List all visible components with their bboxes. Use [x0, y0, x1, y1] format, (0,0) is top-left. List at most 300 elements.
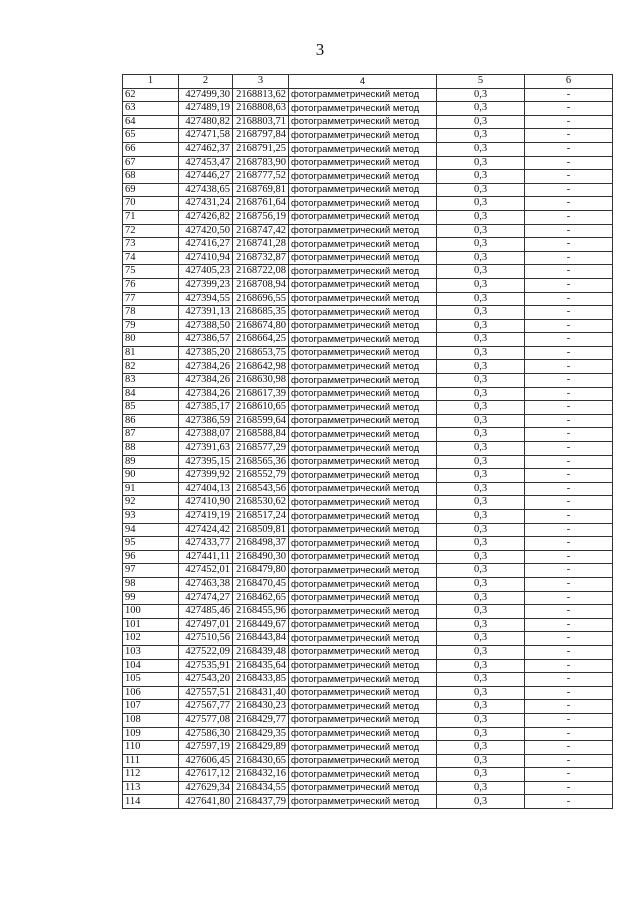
table-row — [123, 197, 613, 211]
x-coordinate-cell: 427405,23 — [179, 265, 233, 279]
accuracy-cell: 0,3 — [437, 469, 525, 483]
x-coordinate-cell: 427446,27 — [179, 170, 233, 184]
table-row — [123, 781, 613, 795]
method-cell: фотограмметрический метод — [289, 401, 437, 415]
header-col-3: 3 — [233, 75, 289, 89]
method-cell: фотограмметрический метод — [289, 768, 437, 782]
y-coordinate-cell: 2168588,84 — [233, 428, 289, 442]
header-col-2: 2 — [179, 75, 233, 89]
method-cell: фотограмметрический метод — [289, 496, 437, 510]
table-row — [123, 618, 613, 632]
y-coordinate-cell: 2168761,64 — [233, 197, 289, 211]
method-cell: фотограмметрический метод — [289, 523, 437, 537]
y-coordinate-cell: 2168808,63 — [233, 102, 289, 116]
method-cell: фотограмметрический метод — [289, 414, 437, 428]
x-coordinate-cell: 427384,26 — [179, 360, 233, 374]
method-cell: фотограмметрический метод — [289, 224, 437, 238]
y-coordinate-cell: 2168490,30 — [233, 550, 289, 564]
accuracy-cell: 0,3 — [437, 360, 525, 374]
x-coordinate-cell: 427384,26 — [179, 374, 233, 388]
table-row — [123, 251, 613, 265]
header-col-6: 6 — [525, 75, 613, 89]
method-cell: фотограмметрический метод — [289, 510, 437, 524]
table-row — [123, 360, 613, 374]
x-coordinate-cell: 427394,55 — [179, 292, 233, 306]
accuracy-cell: 0,3 — [437, 129, 525, 143]
point-number-cell: 81 — [123, 346, 179, 360]
point-number-cell: 88 — [123, 442, 179, 456]
x-coordinate-cell: 427384,26 — [179, 387, 233, 401]
description-cell: - — [525, 129, 613, 143]
x-coordinate-cell: 427386,57 — [179, 333, 233, 347]
y-coordinate-cell: 2168642,98 — [233, 360, 289, 374]
y-coordinate-cell: 2168732,87 — [233, 251, 289, 265]
method-cell: фотограмметрический метод — [289, 713, 437, 727]
y-coordinate-cell: 2168630,98 — [233, 374, 289, 388]
description-cell: - — [525, 278, 613, 292]
accuracy-cell: 0,3 — [437, 632, 525, 646]
x-coordinate-cell: 427399,23 — [179, 278, 233, 292]
accuracy-cell: 0,3 — [437, 550, 525, 564]
x-coordinate-cell: 427388,50 — [179, 319, 233, 333]
accuracy-cell: 0,3 — [437, 210, 525, 224]
description-cell: - — [525, 156, 613, 170]
table-row — [123, 224, 613, 238]
y-coordinate-cell: 2168813,62 — [233, 88, 289, 102]
accuracy-cell: 0,3 — [437, 224, 525, 238]
method-cell: фотограмметрический метод — [289, 183, 437, 197]
point-number-cell: 63 — [123, 102, 179, 116]
y-coordinate-cell: 2168552,79 — [233, 469, 289, 483]
y-coordinate-cell: 2168674,80 — [233, 319, 289, 333]
accuracy-cell: 0,3 — [437, 645, 525, 659]
point-number-cell: 64 — [123, 115, 179, 129]
description-cell: - — [525, 142, 613, 156]
accuracy-cell: 0,3 — [437, 442, 525, 456]
method-cell: фотограмметрический метод — [289, 795, 437, 809]
method-cell: фотограмметрический метод — [289, 142, 437, 156]
accuracy-cell: 0,3 — [437, 238, 525, 252]
description-cell: - — [525, 401, 613, 415]
x-coordinate-cell: 427489,19 — [179, 102, 233, 116]
y-coordinate-cell: 2168439,48 — [233, 645, 289, 659]
y-coordinate-cell: 2168429,77 — [233, 713, 289, 727]
table-body — [123, 88, 613, 808]
table-row — [123, 428, 613, 442]
x-coordinate-cell: 427522,09 — [179, 645, 233, 659]
y-coordinate-cell: 2168443,84 — [233, 632, 289, 646]
page-number: 3 — [315, 40, 325, 59]
table-row — [123, 727, 613, 741]
accuracy-cell: 0,3 — [437, 333, 525, 347]
accuracy-cell: 0,3 — [437, 659, 525, 673]
y-coordinate-cell: 2168708,94 — [233, 278, 289, 292]
x-coordinate-cell: 427426,82 — [179, 210, 233, 224]
description-cell: - — [525, 510, 613, 524]
point-number-cell: 107 — [123, 700, 179, 714]
y-coordinate-cell: 2168565,36 — [233, 455, 289, 469]
table-row — [123, 414, 613, 428]
x-coordinate-cell: 427463,38 — [179, 577, 233, 591]
description-cell: - — [525, 727, 613, 741]
accuracy-cell: 0,3 — [437, 537, 525, 551]
table-row — [123, 645, 613, 659]
table-row — [123, 265, 613, 279]
description-cell: - — [525, 360, 613, 374]
point-number-cell: 110 — [123, 741, 179, 755]
method-cell: фотограмметрический метод — [289, 115, 437, 129]
x-coordinate-cell: 427535,91 — [179, 659, 233, 673]
point-number-cell: 77 — [123, 292, 179, 306]
x-coordinate-cell: 427452,01 — [179, 564, 233, 578]
point-number-cell: 97 — [123, 564, 179, 578]
method-cell: фотограмметрический метод — [289, 645, 437, 659]
table-row — [123, 496, 613, 510]
x-coordinate-cell: 427597,19 — [179, 741, 233, 755]
accuracy-cell: 0,3 — [437, 795, 525, 809]
x-coordinate-cell: 427391,63 — [179, 442, 233, 456]
method-cell: фотограмметрический метод — [289, 428, 437, 442]
y-coordinate-cell: 2168664,25 — [233, 333, 289, 347]
y-coordinate-cell: 2168455,96 — [233, 605, 289, 619]
method-cell: фотограмметрический метод — [289, 727, 437, 741]
description-cell: - — [525, 550, 613, 564]
description-cell: - — [525, 537, 613, 551]
x-coordinate-cell: 427438,65 — [179, 183, 233, 197]
description-cell: - — [525, 618, 613, 632]
method-cell: фотограмметрический метод — [289, 700, 437, 714]
y-coordinate-cell: 2168577,29 — [233, 442, 289, 456]
method-cell: фотограмметрический метод — [289, 374, 437, 388]
accuracy-cell: 0,3 — [437, 251, 525, 265]
table-row — [123, 713, 613, 727]
description-cell: - — [525, 88, 613, 102]
description-cell: - — [525, 292, 613, 306]
accuracy-cell: 0,3 — [437, 741, 525, 755]
header-col-4: 4 — [289, 75, 437, 89]
table-row — [123, 102, 613, 116]
method-cell: фотограмметрический метод — [289, 564, 437, 578]
description-cell: - — [525, 686, 613, 700]
description-cell: - — [525, 496, 613, 510]
description-cell: - — [525, 224, 613, 238]
accuracy-cell: 0,3 — [437, 754, 525, 768]
description-cell: - — [525, 795, 613, 809]
x-coordinate-cell: 427404,13 — [179, 482, 233, 496]
method-cell: фотограмметрический метод — [289, 346, 437, 360]
y-coordinate-cell: 2168434,55 — [233, 781, 289, 795]
table-row — [123, 537, 613, 551]
point-number-cell: 75 — [123, 265, 179, 279]
point-number-cell: 109 — [123, 727, 179, 741]
table-row — [123, 401, 613, 415]
table-row — [123, 659, 613, 673]
y-coordinate-cell: 2168696,55 — [233, 292, 289, 306]
accuracy-cell: 0,3 — [437, 197, 525, 211]
accuracy-cell: 0,3 — [437, 156, 525, 170]
x-coordinate-cell: 427641,80 — [179, 795, 233, 809]
y-coordinate-cell: 2168435,64 — [233, 659, 289, 673]
method-cell: фотограмметрический метод — [289, 265, 437, 279]
method-cell: фотограмметрический метод — [289, 754, 437, 768]
description-cell: - — [525, 306, 613, 320]
point-number-cell: 108 — [123, 713, 179, 727]
x-coordinate-cell: 427416,27 — [179, 238, 233, 252]
y-coordinate-cell: 2168653,75 — [233, 346, 289, 360]
table-row — [123, 482, 613, 496]
y-coordinate-cell: 2168543,56 — [233, 482, 289, 496]
x-coordinate-cell: 427419,19 — [179, 510, 233, 524]
y-coordinate-cell: 2168803,71 — [233, 115, 289, 129]
description-cell: - — [525, 482, 613, 496]
method-cell: фотограмметрический метод — [289, 156, 437, 170]
method-cell: фотограмметрический метод — [289, 292, 437, 306]
accuracy-cell: 0,3 — [437, 142, 525, 156]
description-cell: - — [525, 265, 613, 279]
description-cell: - — [525, 754, 613, 768]
y-coordinate-cell: 2168685,35 — [233, 306, 289, 320]
point-number-cell: 79 — [123, 319, 179, 333]
description-cell: - — [525, 428, 613, 442]
accuracy-cell: 0,3 — [437, 387, 525, 401]
point-number-cell: 85 — [123, 401, 179, 415]
description-cell: - — [525, 741, 613, 755]
table-row — [123, 754, 613, 768]
x-coordinate-cell: 427399,92 — [179, 469, 233, 483]
x-coordinate-cell: 427557,51 — [179, 686, 233, 700]
description-cell: - — [525, 673, 613, 687]
accuracy-cell: 0,3 — [437, 319, 525, 333]
method-cell: фотограмметрический метод — [289, 605, 437, 619]
point-number-cell: 66 — [123, 142, 179, 156]
description-cell: - — [525, 523, 613, 537]
accuracy-cell: 0,3 — [437, 88, 525, 102]
point-number-cell: 69 — [123, 183, 179, 197]
description-cell: - — [525, 333, 613, 347]
y-coordinate-cell: 2168429,35 — [233, 727, 289, 741]
description-cell: - — [525, 632, 613, 646]
accuracy-cell: 0,3 — [437, 102, 525, 116]
description-cell: - — [525, 659, 613, 673]
point-number-cell: 70 — [123, 197, 179, 211]
method-cell: фотограмметрический метод — [289, 469, 437, 483]
accuracy-cell: 0,3 — [437, 170, 525, 184]
description-cell: - — [525, 591, 613, 605]
y-coordinate-cell: 2168462,65 — [233, 591, 289, 605]
table-row — [123, 387, 613, 401]
y-coordinate-cell: 2168479,80 — [233, 564, 289, 578]
x-coordinate-cell: 427471,58 — [179, 129, 233, 143]
x-coordinate-cell: 427510,56 — [179, 632, 233, 646]
description-cell: - — [525, 577, 613, 591]
table-row — [123, 292, 613, 306]
method-cell: фотограмметрический метод — [289, 238, 437, 252]
y-coordinate-cell: 2168722,08 — [233, 265, 289, 279]
method-cell: фотограмметрический метод — [289, 102, 437, 116]
accuracy-cell: 0,3 — [437, 564, 525, 578]
x-coordinate-cell: 427567,77 — [179, 700, 233, 714]
x-coordinate-cell: 427441,11 — [179, 550, 233, 564]
header-row — [123, 75, 613, 89]
table-row — [123, 333, 613, 347]
x-coordinate-cell: 427617,12 — [179, 768, 233, 782]
point-number-cell: 71 — [123, 210, 179, 224]
point-number-cell: 92 — [123, 496, 179, 510]
table-row — [123, 442, 613, 456]
x-coordinate-cell: 427606,45 — [179, 754, 233, 768]
description-cell: - — [525, 374, 613, 388]
y-coordinate-cell: 2168599,64 — [233, 414, 289, 428]
method-cell: фотограмметрический метод — [289, 591, 437, 605]
point-number-cell: 65 — [123, 129, 179, 143]
point-number-cell: 95 — [123, 537, 179, 551]
accuracy-cell: 0,3 — [437, 265, 525, 279]
y-coordinate-cell: 2168747,42 — [233, 224, 289, 238]
point-number-cell: 112 — [123, 768, 179, 782]
accuracy-cell: 0,3 — [437, 510, 525, 524]
table-row — [123, 591, 613, 605]
x-coordinate-cell: 427462,37 — [179, 142, 233, 156]
table-row — [123, 88, 613, 102]
y-coordinate-cell: 2168433,85 — [233, 673, 289, 687]
point-number-cell: 105 — [123, 673, 179, 687]
accuracy-cell: 0,3 — [437, 496, 525, 510]
x-coordinate-cell: 427497,01 — [179, 618, 233, 632]
y-coordinate-cell: 2168530,62 — [233, 496, 289, 510]
accuracy-cell: 0,3 — [437, 306, 525, 320]
point-number-cell: 96 — [123, 550, 179, 564]
x-coordinate-cell: 427586,30 — [179, 727, 233, 741]
y-coordinate-cell: 2168517,24 — [233, 510, 289, 524]
accuracy-cell: 0,3 — [437, 700, 525, 714]
y-coordinate-cell: 2168756,19 — [233, 210, 289, 224]
description-cell: - — [525, 442, 613, 456]
table-header — [123, 75, 613, 89]
y-coordinate-cell: 2168791,25 — [233, 142, 289, 156]
method-cell: фотограмметрический метод — [289, 306, 437, 320]
table-row — [123, 306, 613, 320]
table-row — [123, 605, 613, 619]
description-cell: - — [525, 469, 613, 483]
x-coordinate-cell: 427629,34 — [179, 781, 233, 795]
x-coordinate-cell: 427499,30 — [179, 88, 233, 102]
method-cell: фотограмметрический метод — [289, 197, 437, 211]
point-number-cell: 106 — [123, 686, 179, 700]
description-cell: - — [525, 251, 613, 265]
point-number-cell: 103 — [123, 645, 179, 659]
method-cell: фотограмметрический метод — [289, 210, 437, 224]
x-coordinate-cell: 427386,59 — [179, 414, 233, 428]
method-cell: фотограмметрический метод — [289, 387, 437, 401]
x-coordinate-cell: 427577,08 — [179, 713, 233, 727]
description-cell: - — [525, 564, 613, 578]
method-cell: фотограмметрический метод — [289, 88, 437, 102]
point-number-cell: 78 — [123, 306, 179, 320]
description-cell: - — [525, 238, 613, 252]
method-cell: фотограмметрический метод — [289, 319, 437, 333]
point-number-cell: 72 — [123, 224, 179, 238]
y-coordinate-cell: 2168429,89 — [233, 741, 289, 755]
y-coordinate-cell: 2168769,81 — [233, 183, 289, 197]
point-number-cell: 113 — [123, 781, 179, 795]
y-coordinate-cell: 2168509,81 — [233, 523, 289, 537]
accuracy-cell: 0,3 — [437, 278, 525, 292]
point-number-cell: 89 — [123, 455, 179, 469]
point-number-cell: 87 — [123, 428, 179, 442]
y-coordinate-cell: 2168449,67 — [233, 618, 289, 632]
x-coordinate-cell: 427543,20 — [179, 673, 233, 687]
description-cell: - — [525, 197, 613, 211]
point-number-cell: 82 — [123, 360, 179, 374]
accuracy-cell: 0,3 — [437, 183, 525, 197]
table-row — [123, 319, 613, 333]
accuracy-cell: 0,3 — [437, 292, 525, 306]
table-row — [123, 550, 613, 564]
method-cell: фотограмметрический метод — [289, 170, 437, 184]
method-cell: фотограмметрический метод — [289, 360, 437, 374]
method-cell: фотограмметрический метод — [289, 442, 437, 456]
table-row — [123, 115, 613, 129]
x-coordinate-cell: 427433,77 — [179, 537, 233, 551]
method-cell: фотограмметрический метод — [289, 129, 437, 143]
description-cell: - — [525, 346, 613, 360]
method-cell: фотограмметрический метод — [289, 251, 437, 265]
method-cell: фотограмметрический метод — [289, 618, 437, 632]
description-cell: - — [525, 387, 613, 401]
header-col-5: 5 — [437, 75, 525, 89]
y-coordinate-cell: 2168610,65 — [233, 401, 289, 415]
accuracy-cell: 0,3 — [437, 781, 525, 795]
x-coordinate-cell: 427420,50 — [179, 224, 233, 238]
point-number-cell: 76 — [123, 278, 179, 292]
accuracy-cell: 0,3 — [437, 673, 525, 687]
point-number-cell: 73 — [123, 238, 179, 252]
accuracy-cell: 0,3 — [437, 374, 525, 388]
table-row — [123, 238, 613, 252]
table-row — [123, 632, 613, 646]
y-coordinate-cell: 2168777,52 — [233, 170, 289, 184]
y-coordinate-cell: 2168430,65 — [233, 754, 289, 768]
accuracy-cell: 0,3 — [437, 727, 525, 741]
point-number-cell: 111 — [123, 754, 179, 768]
accuracy-cell: 0,3 — [437, 768, 525, 782]
accuracy-cell: 0,3 — [437, 428, 525, 442]
accuracy-cell: 0,3 — [437, 605, 525, 619]
description-cell: - — [525, 183, 613, 197]
point-number-cell: 62 — [123, 88, 179, 102]
y-coordinate-cell: 2168431,40 — [233, 686, 289, 700]
description-cell: - — [525, 170, 613, 184]
point-number-cell: 101 — [123, 618, 179, 632]
x-coordinate-cell: 427385,17 — [179, 401, 233, 415]
x-coordinate-cell: 427431,24 — [179, 197, 233, 211]
x-coordinate-cell: 427453,47 — [179, 156, 233, 170]
table-row — [123, 455, 613, 469]
accuracy-cell: 0,3 — [437, 414, 525, 428]
description-cell: - — [525, 102, 613, 116]
point-number-cell: 93 — [123, 510, 179, 524]
method-cell: фотограмметрический метод — [289, 482, 437, 496]
table-row — [123, 741, 613, 755]
table-row — [123, 700, 613, 714]
accuracy-cell: 0,3 — [437, 401, 525, 415]
table-row — [123, 469, 613, 483]
method-cell: фотограмметрический метод — [289, 673, 437, 687]
table-row — [123, 768, 613, 782]
point-number-cell: 83 — [123, 374, 179, 388]
y-coordinate-cell: 2168741,28 — [233, 238, 289, 252]
accuracy-cell: 0,3 — [437, 455, 525, 469]
